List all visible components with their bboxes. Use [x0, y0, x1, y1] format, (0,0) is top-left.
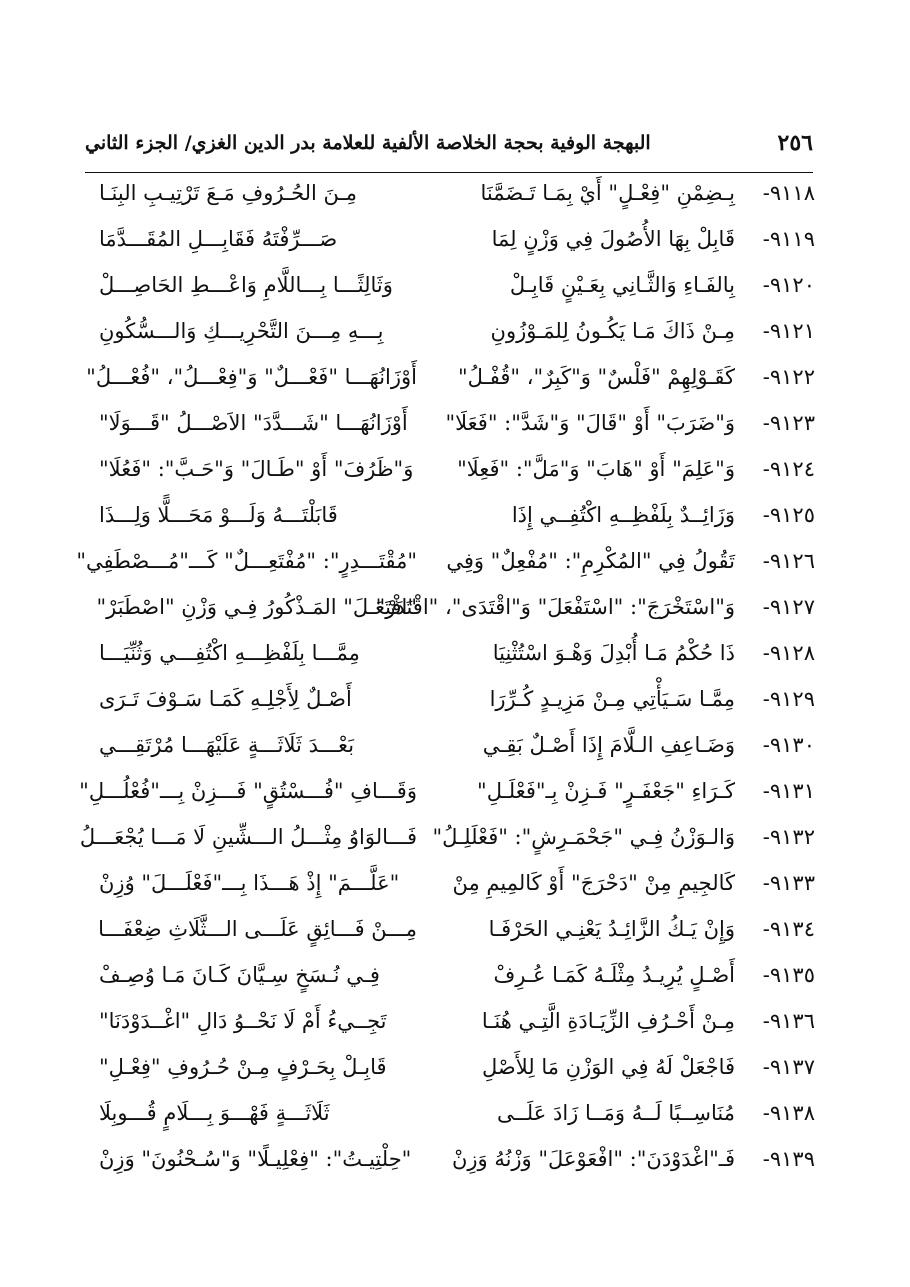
verse-number: ٩١٢٤- [762, 457, 815, 481]
second-hemistich: مِـنَ الحُـرُوفِ مَـعَ تَرْتِيـبِ البِنَـا [99, 181, 357, 205]
verse-number: ٩١٢٨- [762, 641, 815, 665]
verse-number: ٩١٣٤- [762, 917, 815, 941]
first-hemistich: ذَا حُكْمُ مَـا أُبْدِلَ وَهْـوَ اسْتُثْنِيَا [492, 641, 735, 665]
first-hemistich: مِمَّـا سَـيَأْتِي مِـنْ مَزِيـدٍ كُـرِّرَا [489, 687, 735, 711]
verse-line [95, 1044, 815, 1090]
first-hemistich: مُنَاسِــبًا لَــهُ وَمَــا زَادَ عَلَــى [497, 1101, 735, 1125]
second-hemistich: "عَلَّـــمَ" إِذْ هَـــذَا بِـــ"فَعْلَـــلَ" وُزِنْ [99, 871, 400, 895]
first-hemistich: وَالـوَزْنُ فِـي "جَحْمَـرِشٍ": "فَعْلَلِـلُ" [432, 825, 735, 849]
verse-line [95, 446, 815, 492]
verse-line [95, 860, 815, 906]
second-hemistich: "حِلْتِيـتُ": "فِعْلِيـلًا" وَ"سُـحْنُونَ" وَزِنْ [99, 1147, 412, 1171]
first-hemistich: وَ"عَلِمَ" أَوْ "هَابَ" وَ"مَلَّ": "فَعِلَا" [457, 457, 735, 481]
verse-number: ٩١٢٧- [762, 595, 815, 619]
second-hemistich: أَوْزَانُهَـــا "فَعْـــلٌ" وَ"فِعْـــلُ"، "فُعْـــلُ" [86, 365, 417, 389]
verse-line [79, 814, 815, 860]
second-hemistich: فِـي نُـسَخٍ سِـيَّانَ كَـانَ مَـا وُصِـفْ [99, 963, 380, 987]
verse-line [95, 630, 815, 676]
first-hemistich: مِـنْ أَحْـرُفِ الزِّيَـادَةِ الَّتِـي هُنَـا [481, 1009, 735, 1033]
verse-number: ٩١٣٧- [762, 1055, 815, 1079]
verse-number: ٩١٢٦- [762, 549, 815, 573]
first-hemistich: مِـنْ ذَاكَ مَـا يَكُـونُ لِلمَـوْزُونِ [490, 319, 735, 343]
second-hemistich: وَقَـــافِ "فُـــسْتُقٍ" فَـــزِنْ بِـــ"فُعْلُـــلِ" [79, 779, 417, 803]
verse-number: ٩١٣٣- [762, 871, 815, 895]
verse-number: ٩١٢٣- [762, 411, 815, 435]
verse-number: ٩١٣٠- [762, 733, 815, 757]
verse-number: ٩١٢٢- [762, 365, 815, 389]
first-hemistich: وَ"اسْتَخْرَجَ": "اسْتَفْعَلَ" وَ"اقْتَدَى"، "اقْتَدَرْ" [375, 595, 735, 619]
verse-number: ٩١٢١- [762, 319, 815, 343]
first-hemistich: فَاجْعَلْ لَهُ فِي الوَزْنِ مَا لِلأَصْلِ [482, 1055, 735, 1079]
second-hemistich: مِمَّـــا بِلَفْظِـــهِ اكْتُفِـــي وَثُنِّيَـــا [99, 641, 360, 665]
second-hemistich: أَصْـلٌ لِأَجْلِـهِ كَمَـا سَـوْفَ تَـرَى [99, 687, 352, 711]
second-hemistich: ثَلَاثَـــةٍ فَهْـــوَ بِـــلَامٍ قُـــوبِلَا [99, 1101, 330, 1125]
verse-number: ٩١٣٢- [762, 825, 815, 849]
first-hemistich: وَ"ضَرَبَ" أَوْ "قَالَ" وَ"شَدَّ": "فَعَلَا" [445, 411, 735, 435]
second-hemistich: قَابِـلْ بِحَـرْفٍ مِـنْ حُـرُوفِ "فِعْـلِ" [99, 1055, 387, 1079]
first-hemistich: بِالفَـاءِ وَالثَّـانِي بِعَـيْنٍ قَابِـلْ [509, 273, 735, 297]
first-hemistich: تَقُولُ فِي "المُكْرِمِ": "مُفْعِلٌ" وَفِي [446, 549, 735, 573]
verse-line [95, 1090, 815, 1136]
second-hemistich: بِـــهِ مِـــنَ التَّحْرِيـــكِ وَالـــسُّكُونِ [99, 319, 384, 343]
verse-line [86, 354, 815, 400]
second-hemistich: صَـــرِّفْتَهُ فَقَابِـــلِ المُقَـــدَّمَا [99, 227, 338, 251]
verse-number: ٩١١٩- [762, 227, 815, 251]
first-hemistich: بِـضِمْنِ "فِعْـلٍ" أَيْ بِمَـا تَـضَمَّنَا [480, 181, 735, 205]
second-hemistich: وَثَالِثًـــا بِـــاللَّامِ وَاعْـــطِ الحَاصِـــلْ [99, 273, 393, 297]
verse-number: ٩١٢٠- [762, 273, 815, 297]
verse-number: ٩١٣١- [762, 779, 815, 803]
verse-number: ٩١٣٩- [762, 1147, 815, 1171]
verse-line [95, 722, 815, 768]
verse-line [95, 216, 815, 262]
second-hemistich: "مُقْتَـــدِرٍ": "مُفْتَعِـــلٌ" كَـــ"مُـــصْطَفِي" [76, 549, 417, 573]
verse-line [95, 400, 815, 446]
verse-number: ٩١٣٥- [762, 963, 815, 987]
first-hemistich: كَـرَاءِ "جَعْفَـرٍ" فَـزِنْ بِـ"فَعْلَـلِ" [477, 779, 735, 803]
second-hemistich: "افْتَعَـلَ" المَـذْكُورُ فِـي وَزْنِ "اصْطَبَرْ" [96, 595, 417, 619]
verse-line [95, 1136, 815, 1182]
verse-line [95, 906, 815, 952]
verse-number: ٩١١٨- [762, 181, 815, 205]
verse-line [95, 998, 815, 1044]
second-hemistich: وَ"ظَرُفَ" أَوْ "طَـالَ" وَ"حَـبَّ": "فَعُلَا" [99, 457, 414, 481]
verse-line [95, 584, 815, 630]
verse-number: ٩١٣٨- [762, 1101, 815, 1125]
first-hemistich: وَإِنْ يَـكُ الزَّائِـدُ يَعْنِـي الحَرْفَـا [488, 917, 735, 941]
second-hemistich: مِـــنْ فَـــائِقٍ عَلَـــى الـــثَّلَاثِ ضِعْفَـــا [98, 917, 417, 941]
verse-line [95, 170, 815, 216]
page-number: ٢٥٦ [777, 130, 813, 156]
second-hemistich: أَوْزَانُهَـــا "شَـــدَّدَ" الاَصْـــلُ "قَـــوَلَا" [99, 411, 408, 435]
first-hemistich: كَقَـوْلِهِمْ "فَلْسٌ" وَ"كَبِرٌ"، "قُفْـلُ" [458, 365, 735, 389]
running-title: البهجة الوفية بحجة الخلاصة الألفية للعلامة بدر الدين الغزي/ الجزء الثاني [85, 132, 651, 154]
page-header [85, 128, 813, 172]
verse-list [76, 170, 815, 1182]
second-hemistich: قَابَلْتَـــهُ وَلَـــوْ مَحَـــلًّا وَلِـــذَا [99, 503, 338, 527]
verse-line [79, 768, 815, 814]
verse-line [76, 538, 815, 584]
verse-line [95, 952, 815, 998]
second-hemistich: تَجِــيءُ أَمْ لَا نَحْــوُ دَالِ "اغْــدَوْدَنَا" [99, 1009, 387, 1033]
verse-line [95, 676, 815, 722]
verse-line [95, 308, 815, 354]
verse-line [95, 492, 815, 538]
verse-line [95, 262, 815, 308]
second-hemistich: بَعْـــدَ ثَلَاثَـــةٍ عَلَيْهَـــا مُرْتَقِـــي [99, 733, 355, 757]
verse-number: ٩١٢٥- [762, 503, 815, 527]
first-hemistich: كَالجِيمِ مِنْ "دَحْرَجَ" أَوْ كَالمِيمِ مِنْ [452, 871, 735, 895]
first-hemistich: قَابِلْ بِهَا الأُصُولَ فِي وَزْنٍ لِمَا [491, 227, 735, 251]
first-hemistich: وَزَائِــدٌ بِلَفْظِــهِ اكْتُفِــي إِذَا [511, 503, 735, 527]
verse-number: ٩١٢٩- [762, 687, 815, 711]
verse-number: ٩١٣٦- [762, 1009, 815, 1033]
second-hemistich: فَـــالوَاوُ مِثْـــلُ الـــشِّينِ لَا مَـــا يُجْعَـــلُ [79, 825, 417, 849]
first-hemistich: وَضَـاعِفِ الـلَّامَ إِذَا أَصْـلٌ بَقِـي [482, 733, 735, 757]
first-hemistich: فَـ"اغْدَوْدَنَ": "افْعَوْعَلَ" وَزْنُهُ وَزِنْ [451, 1147, 735, 1171]
first-hemistich: أَصْـلٍ يُرِيـدُ مِثْلَـهُ كَمَـا عُـرِفْ [493, 963, 735, 987]
